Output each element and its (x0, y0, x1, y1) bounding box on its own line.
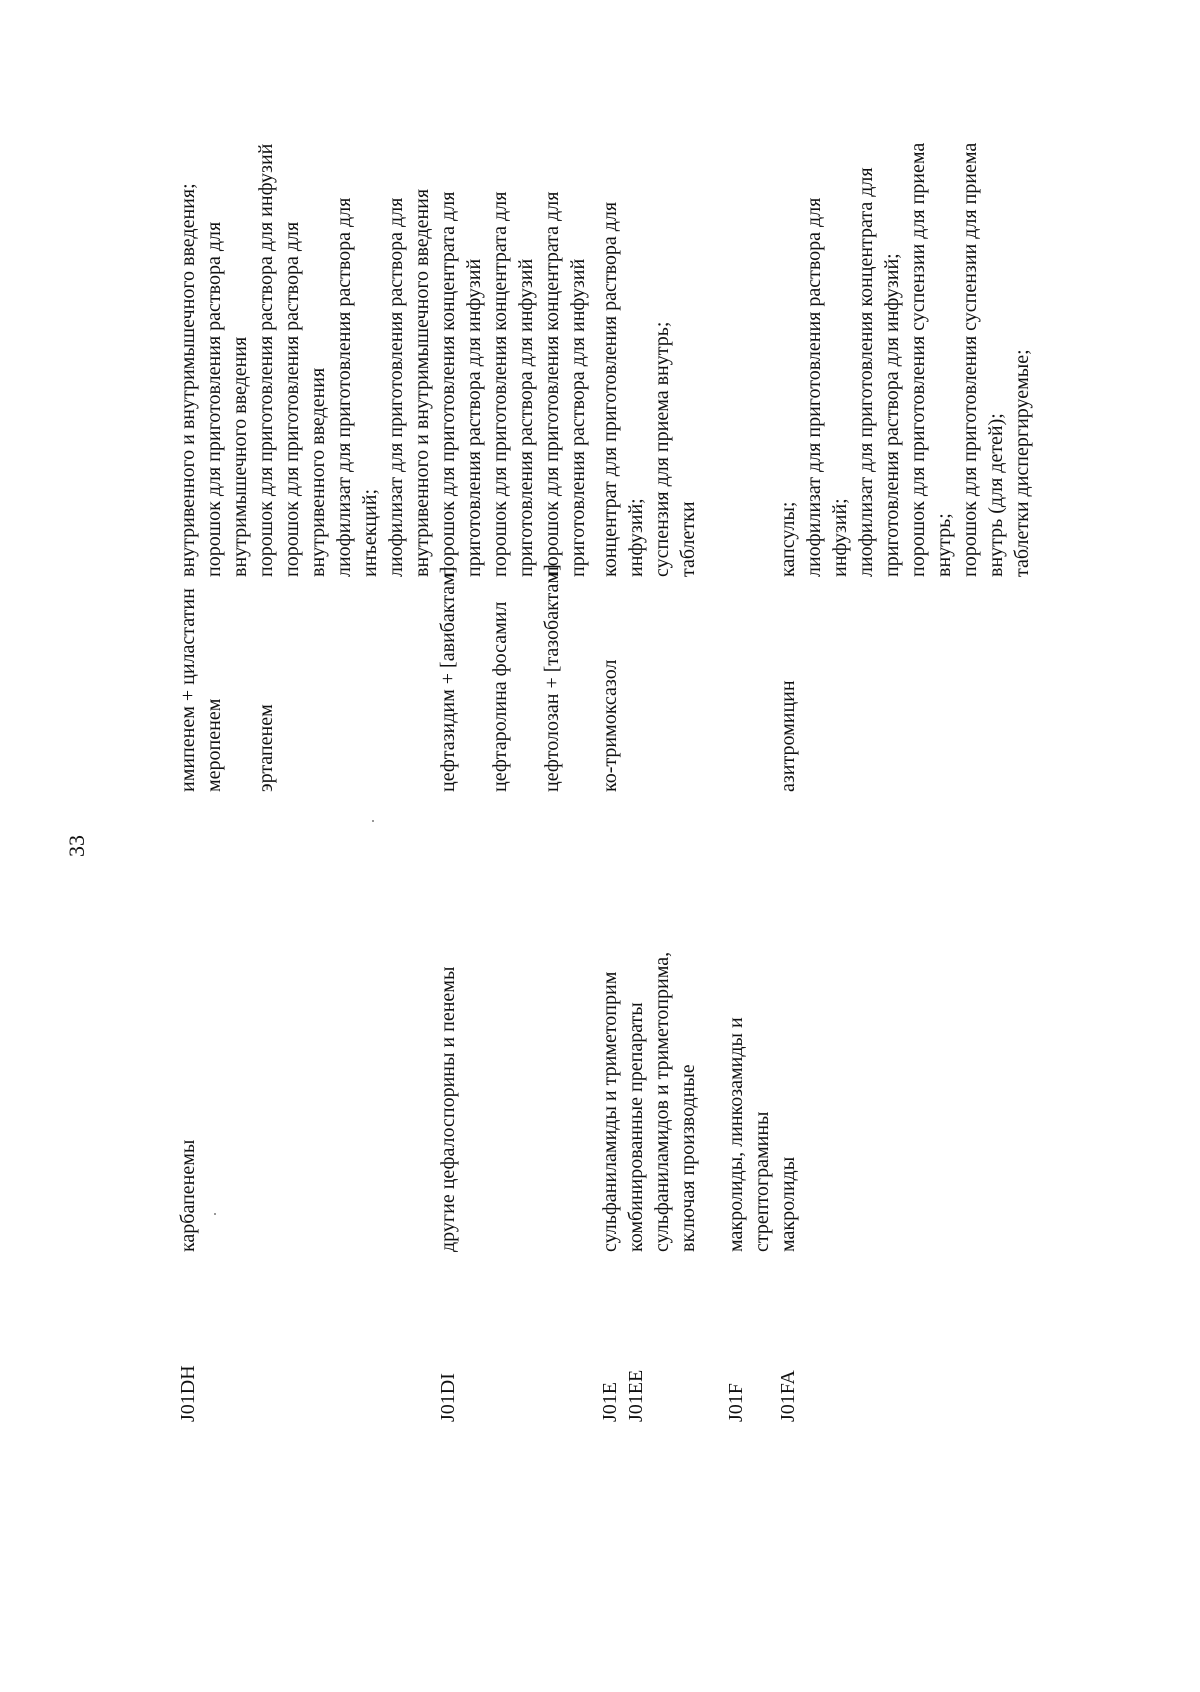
group-name: комбинированные препараты (625, 1002, 647, 1252)
dosage-form-line: инъекций; (359, 488, 381, 577)
dosage-form-line: внутривенного введения (307, 367, 329, 577)
drug-name: азитромицин (777, 680, 799, 792)
group-cell (723, 1017, 801, 1252)
atc-code-cell (723, 1370, 801, 1422)
dosage-form-spacer (723, 143, 749, 577)
dosage-form-cell (597, 202, 701, 577)
drug-cell (723, 680, 801, 792)
group-name: сульфаниламидов и триметоприма, (651, 951, 673, 1252)
group-name: стрептограмины (751, 1111, 773, 1252)
group-name: другие цефалоспорины и пенемы (437, 966, 459, 1252)
drug-name: меропенем (203, 698, 225, 792)
dosage-form-line: капсулы; (777, 501, 799, 577)
atc-code-cell (597, 1370, 649, 1422)
drug-spacer (227, 588, 253, 792)
dosage-form-line: порошок для приготовления суспензии для приема (907, 142, 929, 577)
dosage-form-cell (723, 143, 1035, 577)
atc-code: J01F (725, 1383, 747, 1422)
code-spacer (749, 1370, 775, 1422)
dosage-form-line: внутрь (для детей); (985, 413, 1007, 577)
dosage-form-line: инфузий; (829, 498, 851, 577)
group-name: сульфаниламиды и триметоприм (599, 971, 621, 1252)
dosage-form-line: внутримышечного введения (229, 336, 251, 577)
dosage-form-line: порошок для приготовления суспензии для приема (959, 142, 981, 577)
group-cell (435, 967, 461, 1252)
group-name: карбапенемы (177, 1139, 199, 1252)
dosage-form-line: приготовления раствора для инфузий (567, 258, 589, 577)
atc-code-cell (175, 1365, 201, 1422)
dosage-form-spacer (749, 143, 775, 577)
dosage-form-line: лиофилизат для приготовления раствора для (333, 197, 355, 577)
drug-spacer (723, 680, 749, 792)
dosage-form-line: внутрь; (933, 513, 955, 577)
atc-code: J01FA (777, 1370, 799, 1422)
atc-code: J01EE (625, 1369, 647, 1422)
atc-code-cell (435, 1373, 461, 1422)
drug-name: цефтолозан + [тазобактам] (541, 564, 563, 792)
dosage-form-line: приготовления раствора для инфузий (515, 258, 537, 577)
atc-code: J01E (599, 1382, 621, 1422)
group-name: макролиды, линкозамиды и (725, 1017, 747, 1252)
drug-name: цефтазидим + [авибактам] (437, 566, 459, 792)
atc-code: J01DI (437, 1373, 459, 1422)
scan-speck (372, 820, 374, 822)
dosage-form-line: таблетки диспергируемые; (1011, 349, 1033, 577)
group-cell (597, 952, 701, 1252)
drug-name: ко-тримоксазол (599, 659, 621, 792)
drug-spacer (461, 564, 487, 792)
dosage-form-line: лиофилизат для приготовления раствора для (385, 197, 407, 577)
dosage-form-line: инфузий; (625, 498, 647, 577)
drug-name: эртапенем (255, 704, 277, 792)
dosage-form-line: порошок для приготовления раствора для инфузий (255, 143, 277, 577)
dosage-form-line: концентрат для приготовления раствора для (599, 201, 621, 577)
drug-name: цефтаролина фосамил (489, 601, 511, 792)
dosage-form-line: лиофилизат для приготовления концентрата для (855, 167, 877, 577)
drug-spacer (513, 564, 539, 792)
group-name: макролиды (777, 1156, 799, 1252)
dosage-form-cell (435, 192, 591, 577)
dosage-form-cell (175, 144, 435, 577)
dosage-form-line: внутривенного и внутримышечного введения (411, 188, 433, 577)
drug-name: имипенем + циластатин (177, 588, 199, 792)
dosage-form-line: порошок для приготовления концентрата для (437, 191, 459, 577)
atc-code: J01DH (177, 1365, 199, 1422)
dosage-form-line: внутривенного и внутримышечного введения; (177, 183, 199, 577)
dosage-form-line: таблетки (677, 501, 699, 577)
drug-cell (435, 564, 565, 792)
drug-cell (175, 588, 279, 792)
scan-speck (214, 1213, 216, 1215)
dosage-form-line: порошок для приготовления концентрата для (489, 191, 511, 577)
dosage-form-line: лиофилизат для приготовления раствора для (803, 197, 825, 577)
dosage-form-line: порошок для приготовления раствора для (281, 221, 303, 577)
drug-cell (597, 660, 623, 792)
drug-spacer (749, 680, 775, 792)
group-name: включая производные (677, 1064, 699, 1252)
dosage-form-line: порошок для приготовления раствора для (203, 221, 225, 577)
dosage-form-line: приготовления раствора для инфузий (463, 258, 485, 577)
dosage-form-line: приготовления раствора для инфузий; (881, 253, 903, 577)
page-number: 33 (64, 835, 89, 857)
group-cell (175, 1140, 201, 1252)
dosage-form-line: суспензия для приема внутрь; (651, 321, 673, 577)
dosage-form-line: порошок для приготовления концентрата для (541, 191, 563, 577)
